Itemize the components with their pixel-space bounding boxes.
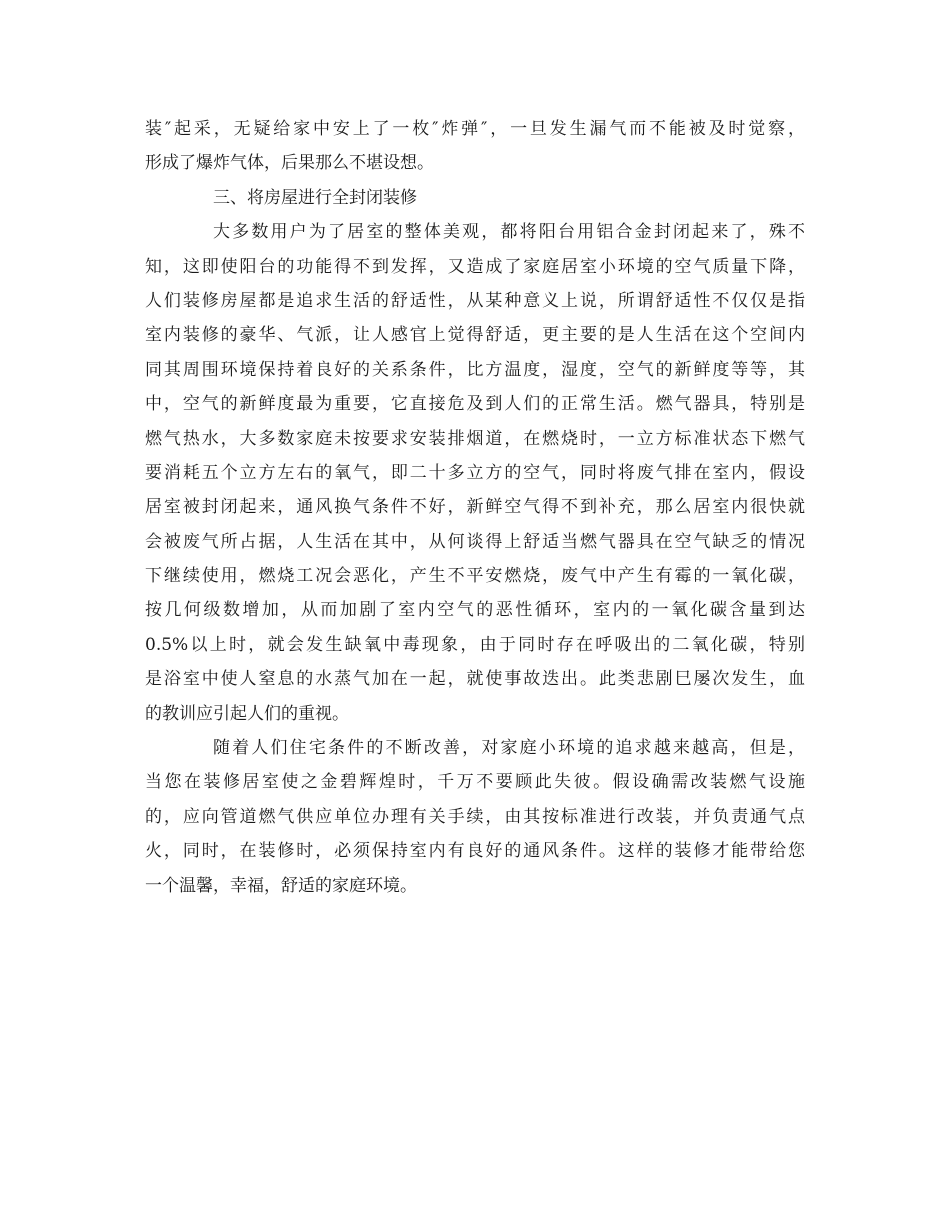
text-line: 会被废气所占据，人生活在其中，从何谈得上舒适当燃气器具在空气缺乏的情况 xyxy=(145,531,805,552)
paragraph-main xyxy=(145,215,805,731)
text-line: 下继续使用，燃烧工况会恶化，产生不平安燃烧，废气中产生有霉的一氧化碳， xyxy=(145,566,805,587)
text-line: 大多数用户为了居室的整体美观，都将阳台用铝合金封闭起来了，殊不 xyxy=(213,222,805,243)
text-line: 一个温馨，幸福，舒适的家庭环境。 xyxy=(145,875,417,896)
text-line: 居室被封闭起来，通风换气条件不好，新鲜空气得不到补充，那么居室内很快就 xyxy=(145,497,805,518)
text-line: 0.5%以上时，就会发生缺氧中毒现象，由于同时存在呼吸出的二氧化碳，特别 xyxy=(145,634,805,655)
text-line: 燃气热水，大多数家庭未按要求安装排烟道，在燃烧时，一立方标准状态下燃气 xyxy=(145,428,805,449)
text-line: 火，同时，在装修时，必须保持室内有良好的通风条件。这样的装修才能带给您 xyxy=(145,841,805,862)
text-line: 形成了爆炸气体，后果那么不堪设想。 xyxy=(145,153,434,174)
text-line: 装″起采，无疑给家中安上了一枚″炸弹″，一旦发生漏气而不能被及时觉察， xyxy=(145,119,805,139)
document-body xyxy=(145,112,805,903)
paragraph-closing xyxy=(145,731,805,903)
text-line: 的，应向管道燃气供应单位办理有关手续，由其按标准进行改装，并负责通气点 xyxy=(145,806,805,827)
text-line: 要消耗五个立方左右的氧气，即二十多立方的空气，同时将废气排在室内，假设 xyxy=(145,462,805,483)
text-line: 室内装修的豪华、气派，让人感官上觉得舒适，更主要的是人生活在这个空间内 xyxy=(145,325,805,346)
text-line: 同其周围环境保持着良好的关系条件，比方温度，湿度，空气的新鲜度等等，其 xyxy=(145,359,805,380)
text-line: 当您在装修居室使之金碧辉煌时，千万不要顾此失彼。假设确需改装燃气设施 xyxy=(145,772,805,793)
text-line: 是浴室中使人窒息的水蒸气加在一起，就使事故迭出。此类悲剧巳屡次发生，血 xyxy=(145,669,805,690)
section-heading: 三、将房屋进行全封闭装修 xyxy=(213,187,417,208)
paragraph-intro xyxy=(145,112,805,181)
text-line: 人们装修房屋都是追求生活的舒适性，从某种意义上说，所谓舒适性不仅仅是指 xyxy=(145,290,805,311)
text-line: 知，这即使阳台的功能得不到发挥，又造成了家庭居室小环境的空气质量下降， xyxy=(145,256,805,277)
text-line: 的教训应引起人们的重视。 xyxy=(145,703,349,724)
text-line: 按几何级数增加，从而加剧了室内空气的恶性循环，室内的一氧化碳含量到达 xyxy=(145,600,805,621)
text-line: 中，空气的新鲜度最为重要，它直接危及到人们的正常生活。燃气器具，特别是 xyxy=(145,394,805,415)
text-line: 随着人们住宅条件的不断改善，对家庭小环境的追求越来越高，但是， xyxy=(213,738,805,759)
